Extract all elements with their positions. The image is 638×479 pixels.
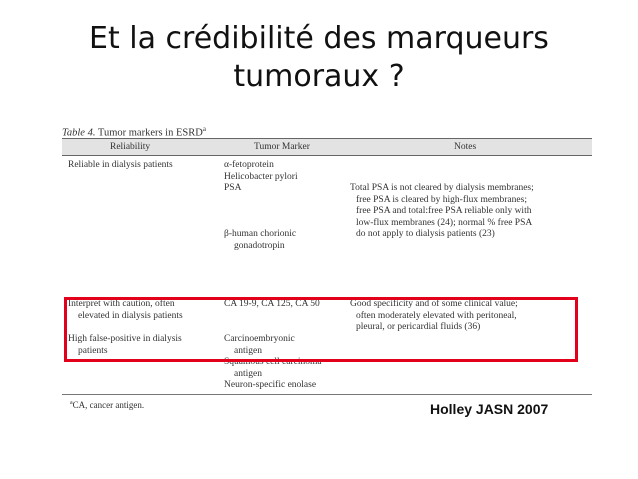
citation: Holley JASN 2007 — [430, 401, 549, 417]
header-notes: Notes — [454, 142, 477, 152]
header-tumor-marker: Tumor Marker — [254, 142, 310, 152]
table-bottom-rule — [62, 394, 592, 395]
table-cell-marker: β-human chorionic — [224, 229, 297, 239]
table-cell-reliability: elevated in dialysis patients — [78, 310, 183, 321]
slide-title-line-1: Et la crédibilité des marqueurs — [89, 21, 549, 56]
table-cell-reliability: Reliable in dialysis patients — [68, 160, 173, 170]
table-cell-marker: α-fetoprotein — [224, 160, 274, 170]
table-cell-marker: PSA — [224, 183, 242, 193]
table-cell-notes: free PSA is cleared by high-flux membranes; — [356, 194, 527, 205]
table-cell-reliability: patients — [78, 345, 108, 356]
table-caption-text: Tumor markers in ESRD — [97, 127, 203, 139]
table-caption-sup: a — [202, 125, 206, 133]
table-cell-notes: Total PSA is not cleared by dialysis membranes; — [350, 183, 534, 193]
table-cell-marker: CA 19-9, CA 125, CA 50 — [224, 299, 320, 309]
table-footnote: $^a$CA, cancer antigen. — [70, 400, 145, 410]
table-header-row — [62, 138, 592, 156]
table-cell-notes: low-flux membranes (24); normal % free PSA — [356, 217, 533, 228]
table-caption — [62, 120, 592, 138]
table-cell-marker: antigen — [234, 368, 262, 379]
slide-title-line-2: tumoraux ? — [233, 59, 405, 94]
table-cell-notes: free PSA and total:free PSA reliable only with — [356, 206, 532, 216]
table-cell-marker: Carcinoembryonic — [224, 334, 295, 344]
table-caption-lead: Table 4. — [62, 127, 96, 139]
slide-title — [0, 20, 638, 96]
table-cell-marker: antigen — [234, 345, 262, 356]
table-cell-reliability: High false-positive in dialysis — [68, 334, 182, 344]
table-cell-marker: Squamous cell carcinoma — [224, 357, 322, 367]
table-cell-notes: do not apply to dialysis patients (23) — [356, 229, 495, 239]
header-reliability: Reliability — [110, 142, 151, 152]
table-cell-notes: pleural, or pericardial fluids (36) — [356, 322, 481, 332]
table-cell-notes: Good specificity and of some clinical value; — [350, 299, 518, 309]
table-cell-marker: gonadotropin — [234, 240, 285, 251]
table-cell-notes: often moderately elevated with peritoneal, — [356, 310, 517, 321]
highlight-box — [64, 297, 578, 362]
table-cell-marker: Neuron-specific enolase — [224, 380, 317, 390]
table-cell-marker: Helicobacter pylori — [224, 171, 298, 182]
table-cell-reliability: Interpret with caution, often — [68, 299, 175, 309]
